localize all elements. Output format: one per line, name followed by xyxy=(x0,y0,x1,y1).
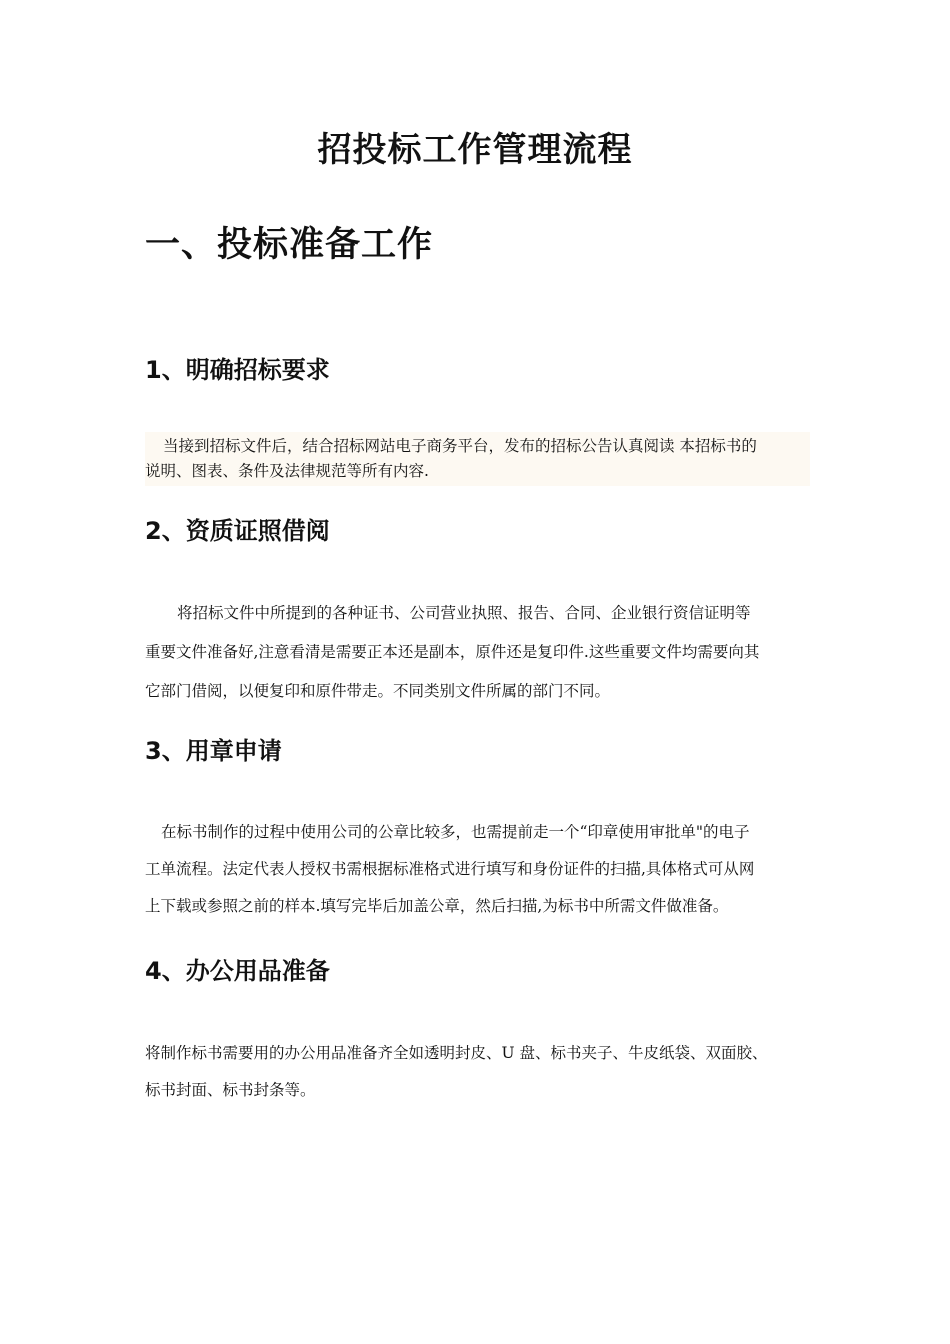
section-paragraph-1 xyxy=(145,432,810,486)
section-heading-4: 4、办公用品准备 xyxy=(145,957,330,985)
section-paragraph-3 xyxy=(145,814,810,925)
document-title: 招投标工作管理流程 xyxy=(317,130,633,170)
paragraph-line: 说明、图表、条件及法律规范等所有内容. xyxy=(145,462,429,480)
paragraph-line: 将招标文件中所提到的各种证书、公司营业执照、报告、合同、企业银行资信证明等 xyxy=(177,604,751,622)
section-heading-2: 2、资质证照借阅 xyxy=(145,517,330,545)
paragraph-line: 上下载或参照之前的样本.填写完毕后加盖公章，然后扫描,为标书中所需文件做准备。 xyxy=(145,897,729,915)
paragraph-line: 在标书制作的过程中使用公司的公章比较多，也需提前走一个“印章使用审批单"的电子 xyxy=(161,823,750,841)
paragraph-line: 将制作标书需要用的办公用品准备齐全如透明封皮、U 盘、标书夹子、牛皮纸袋、双面胶、 xyxy=(145,1044,768,1062)
part-heading: 一、投标准备工作 xyxy=(145,224,434,265)
paragraph-line: 它部门借阅，以便复印和原件带走。不同类别文件所属的部门不同。 xyxy=(145,682,611,700)
section-paragraph-2 xyxy=(145,594,810,711)
section-paragraph-4 xyxy=(145,1035,820,1109)
section-heading-3: 3、用章申请 xyxy=(145,737,282,765)
paragraph-line: 当接到招标文件后，结合招标网站电子商务平台，发布的招标公告认真阅读 本招标书的 xyxy=(163,437,757,455)
section-heading-1: 1、明确招标要求 xyxy=(145,356,330,384)
paragraph-line: 标书封面、标书封条等。 xyxy=(145,1081,316,1099)
paragraph-line: 重要文件准备好,注意看清是需要正本还是副本，原件还是复印件.这些重要文件均需要向其 xyxy=(145,643,760,661)
paragraph-line: 工单流程。法定代表人授权书需根据标准格式进行填写和身份证件的扫描,具体格式可从网 xyxy=(145,860,755,878)
